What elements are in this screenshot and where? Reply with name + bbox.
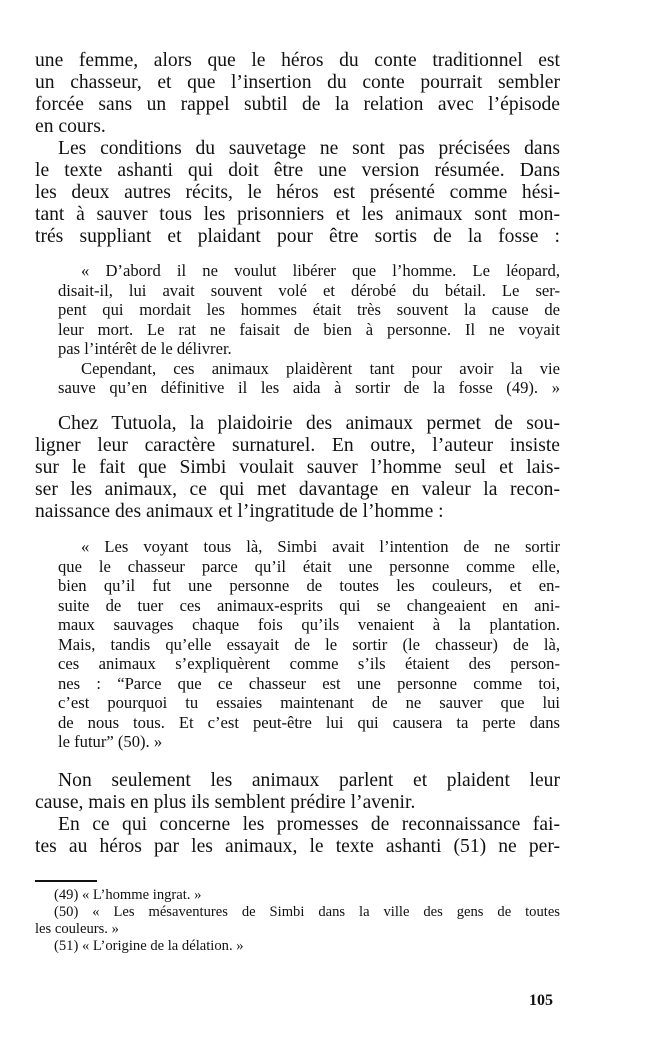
text-line: ligner leur caractère surnaturel. En outre, l’auteur insiste	[35, 435, 560, 456]
text-line: sur le fait que Simbi voulait sauver l’homme seul et lais-	[35, 457, 560, 478]
page-number: 105	[529, 992, 553, 1009]
footnote-51: (51) « L’origine de la délation. »	[54, 938, 244, 954]
block-quote-2	[58, 537, 560, 752]
footnote-50-continued: les couleurs. »	[35, 921, 119, 937]
quote-line: le futur” (50). »	[58, 732, 163, 751]
quote-line: ces animaux s’expliquèrent comme s’ils étaient des person-	[58, 654, 560, 673]
block-quote-1	[58, 261, 560, 398]
quote-line: suite de tuer ces animaux-esprits qui se changeaient en ani-	[58, 595, 560, 615]
paragraph-2	[35, 138, 560, 248]
text-line: trés suppliant et plaidant pour être sortis de la fosse :	[35, 226, 560, 247]
text-line: tant à sauver tous les prisonniers et les animaux sont mon-	[35, 204, 560, 225]
text-line: en cours.	[35, 116, 106, 137]
quote-line: disait-il, lui avait souvent volé et dérobé du bétail. Le ser-	[58, 280, 560, 300]
text-line: Non seulement les animaux parlent et plaident leur	[58, 770, 560, 791]
quote-line: de nous tous. Et c’est peut-être lui qui causera ta perte dans	[58, 712, 560, 732]
quote-line: Mais, tandis qu’elle essayait de le sortir (le chasseur) de là,	[58, 634, 560, 654]
quote-line: pas l’intérêt de le délivrer.	[58, 339, 232, 358]
footnote-49: (49) « L’homme ingrat. »	[54, 887, 202, 903]
quote-line: sauve qu’en définitive il les aida à sortir de la fosse (49). »	[58, 378, 560, 397]
quote-line: « D’abord il ne voulut libérer que l’homme. Le léopard,	[81, 261, 560, 280]
quote-line: que le chasseur parce qu’il était une personne comme elle,	[58, 556, 560, 576]
footnote-separator	[35, 880, 97, 882]
quote-line: c’est pourquoi tu essaies maintenant de ne sauver que lui	[58, 693, 560, 712]
text-line: le texte ashanti qui doit être une version résumée. Dans	[35, 160, 560, 181]
paragraph-1	[35, 50, 560, 138]
text-line: cause, mais en plus ils semblent prédire l’avenir.	[35, 792, 416, 813]
quote-line: bien qu’il fut une personne de toutes les couleurs, et en-	[58, 576, 560, 595]
quote-line: nes : “Parce que ce chasseur est une personne comme toi,	[58, 673, 560, 693]
text-line: une femme, alors que le héros du conte traditionnel est	[35, 50, 560, 71]
text-line: les deux autres récits, le héros est présenté comme hési-	[35, 182, 560, 203]
footnote-50: (50) « Les mésaventures de Simbi dans la ville des gens de toutes	[54, 904, 560, 920]
quote-line: leur mort. Le rat ne faisait de bien à personne. Il ne voyait	[58, 319, 560, 339]
quote-line: « Les voyant tous là, Simbi avait l’intention de ne sortir	[81, 537, 560, 556]
quote-line: pent qui mordait les hommes était très souvent la cause de	[58, 300, 560, 319]
text-line: Chez Tutuola, la plaidoirie des animaux permet de sou-	[58, 413, 560, 434]
footnotes	[35, 887, 560, 955]
paragraph-3	[35, 413, 560, 523]
quote-line: maux sauvages chaque fois qu’ils venaient à la plantation.	[58, 615, 560, 634]
text-line: Les conditions du sauvetage ne sont pas précisées dans	[58, 138, 560, 159]
paragraph-4	[35, 770, 560, 814]
quote-line: Cependant, ces animaux plaidèrent tant pour avoir la vie	[81, 358, 560, 378]
text-line: naissance des animaux et l’ingratitude de l’homme :	[35, 501, 444, 522]
text-line: ser les animaux, ce qui met davantage en valeur la recon-	[35, 479, 560, 500]
text-line: tes au héros par les animaux, le texte ashanti (51) ne per-	[35, 836, 560, 857]
paragraph-5	[35, 814, 560, 858]
text-line: En ce qui concerne les promesses de reconnaissance fai-	[58, 814, 560, 835]
text-line: forcée sans un rappel subtil de la relation avec l’épisode	[35, 94, 560, 115]
text-line: un chasseur, et que l’insertion du conte pourrait sembler	[35, 72, 560, 93]
